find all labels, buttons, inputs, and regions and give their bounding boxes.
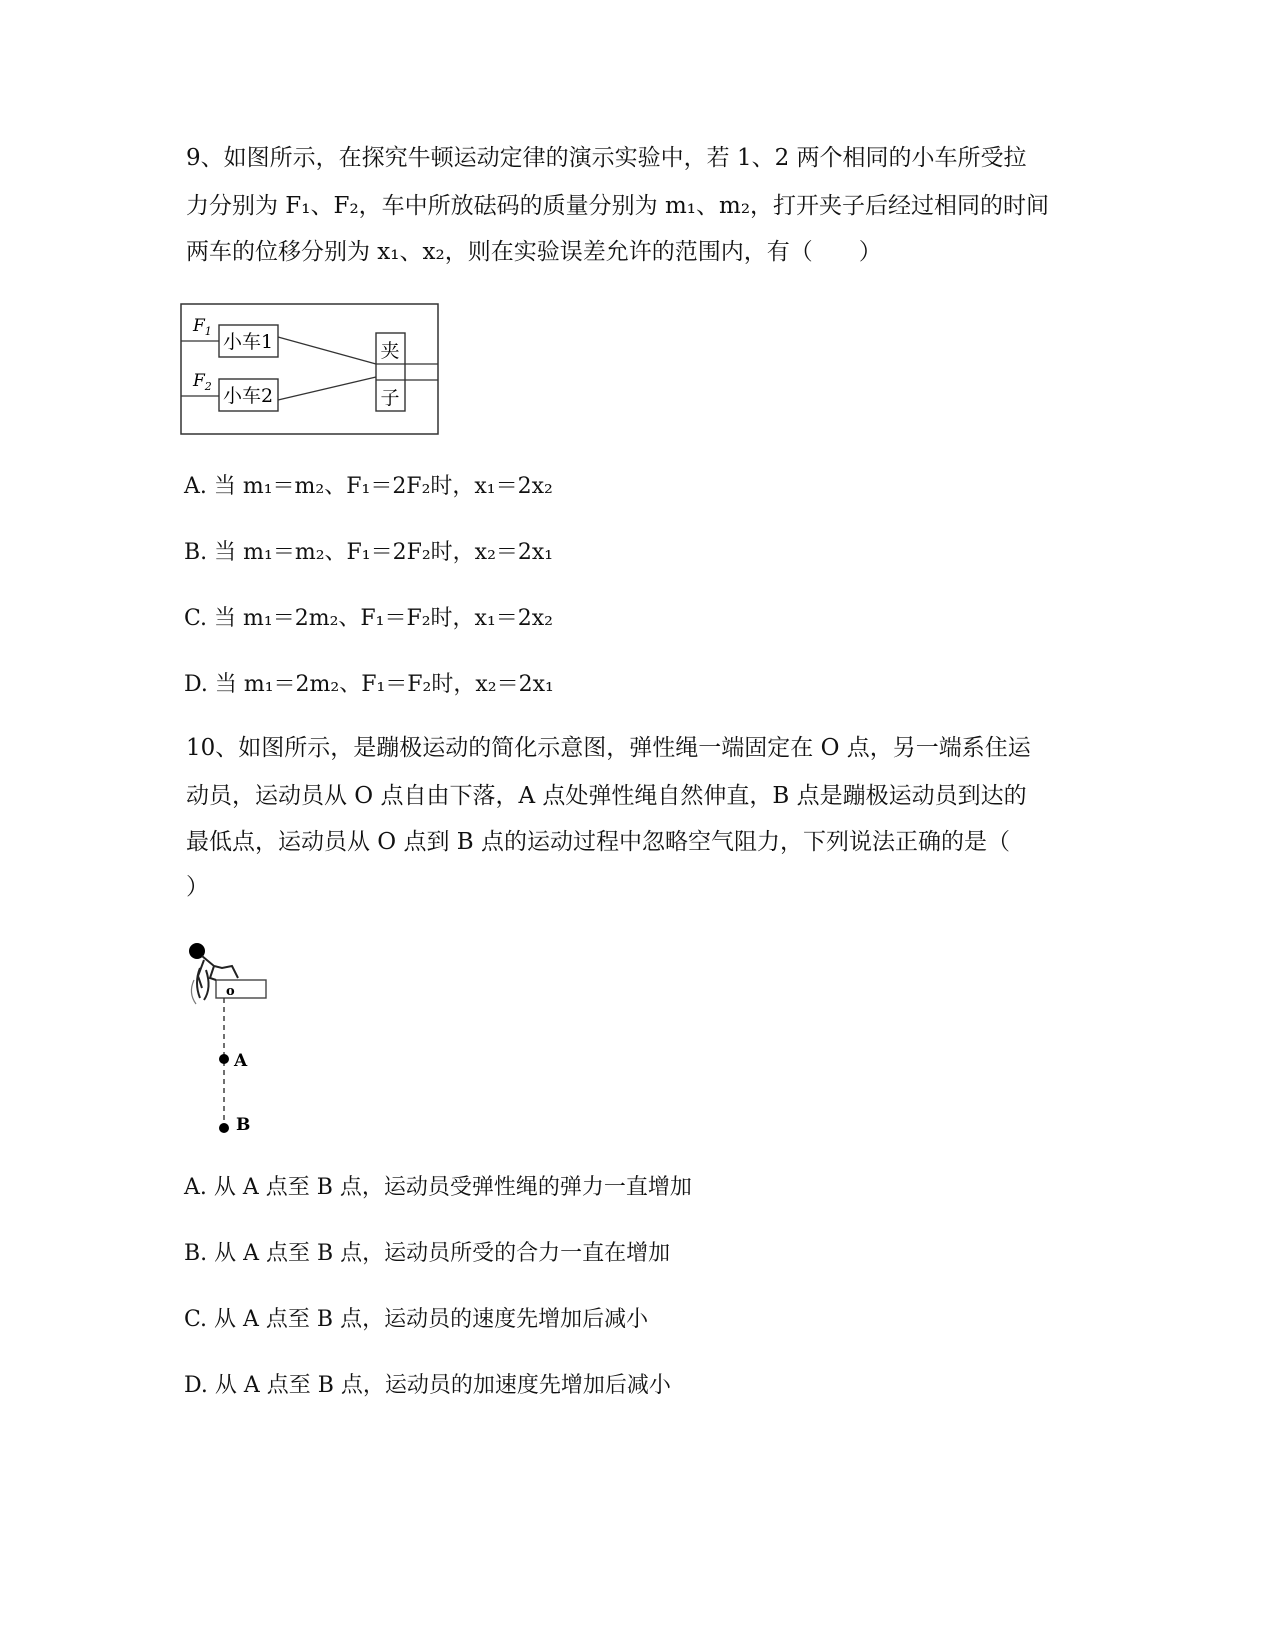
q10-option-c[interactable]: C. 从 A 点至 B 点，运动员的速度先增加后减小 bbox=[184, 1307, 649, 1332]
q9-option-b[interactable]: B. 当 m₁＝m₂、F₁＝2F₂时，x₂＝2x₁ bbox=[184, 540, 554, 565]
q9-option-a[interactable]: A. 当 m₁＝m₂、F₁＝2F₂时，x₁＝2x₂ bbox=[184, 474, 553, 499]
q10-option-b[interactable]: B. 从 A 点至 B 点，运动员所受的合力一直在增加 bbox=[184, 1241, 671, 1266]
point-a-dot bbox=[219, 1054, 229, 1064]
q10-option-a[interactable]: A. 从 A 点至 B 点，运动员受弹性绳的弹力一直增加 bbox=[184, 1175, 692, 1200]
platform bbox=[216, 980, 266, 998]
cart-1-label: 小车1 bbox=[222, 331, 274, 353]
q9-line-1: 9、如图所示，在探究牛顿运动定律的演示实验中，若 1、2 两个相同的小车所受拉 bbox=[186, 145, 1027, 171]
force-2-label: $F_2$ bbox=[193, 371, 212, 393]
q10-option-d[interactable]: D. 从 A 点至 B 点，运动员的加速度先增加后减小 bbox=[184, 1373, 671, 1398]
q10-line-1: 10、如图所示，是蹦极运动的简化示意图，弹性绳一端固定在 O 点，另一端系住运 bbox=[186, 735, 1031, 761]
q9-line-3: 两车的位移分别为 x₁、x₂，则在实验误差允许的范围内，有（ ） bbox=[186, 239, 882, 265]
point-a-label: A bbox=[234, 1051, 248, 1071]
force-1-label: $F_1$ bbox=[193, 316, 212, 338]
q10-line-3: 最低点，运动员从 O 点到 B 点的运动过程中忽略空气阻力，下列说法正确的是（ bbox=[186, 829, 1011, 855]
cart-experiment-figure bbox=[178, 300, 442, 440]
point-b-dot bbox=[219, 1123, 229, 1133]
bungee-jump-figure bbox=[180, 938, 280, 1138]
q9-line-2: 力分别为 F₁、F₂，车中所放砝码的质量分别为 m₁、m₂，打开夹子后经过相同的时间 bbox=[186, 193, 1050, 219]
q9-option-d[interactable]: D. 当 m₁＝2m₂、F₁＝F₂时，x₂＝2x₁ bbox=[184, 672, 554, 697]
clip-label-bottom: 子 bbox=[380, 387, 400, 409]
q10-line-4: ） bbox=[186, 874, 209, 900]
cart-2-label: 小车2 bbox=[222, 385, 274, 407]
point-b-label: B bbox=[236, 1115, 251, 1135]
clip-label-top: 夹 bbox=[380, 340, 400, 362]
point-o-label: o bbox=[226, 984, 235, 999]
q9-option-c[interactable]: C. 当 m₁＝2m₂、F₁＝F₂时，x₁＝2x₂ bbox=[184, 606, 554, 631]
q10-line-2: 动员，运动员从 O 点自由下落，A 点处弹性绳自然伸直，B 点是蹦极运动员到达的 bbox=[186, 783, 1027, 809]
